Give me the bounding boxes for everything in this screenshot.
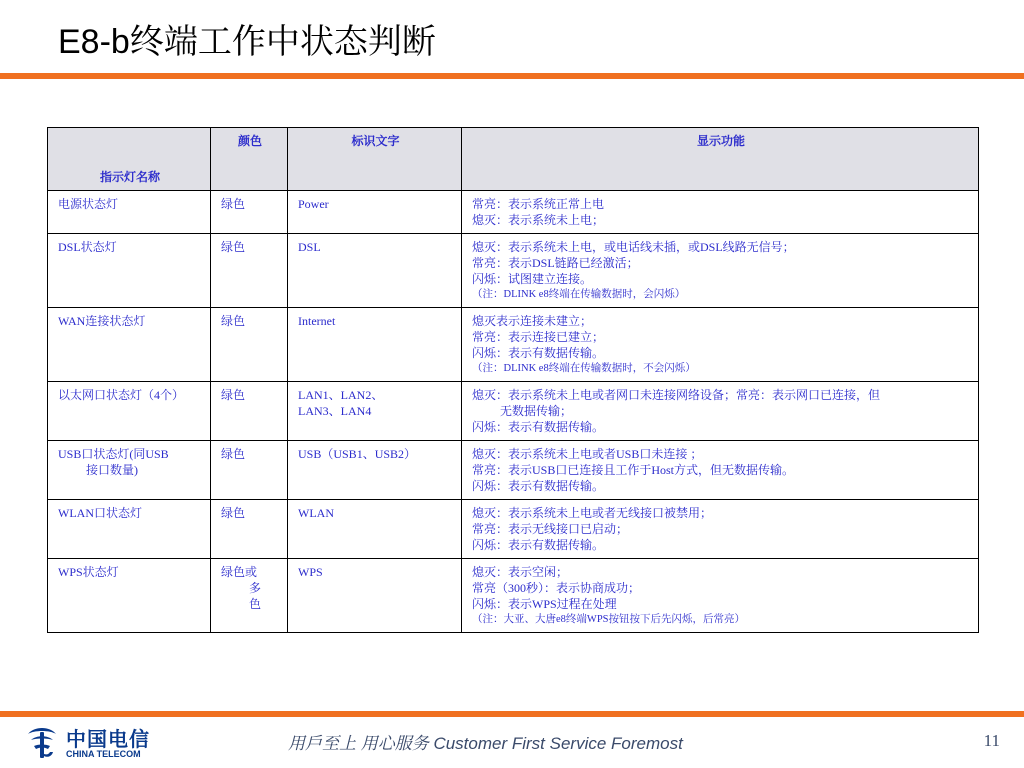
logo-english-text: CHINA TELECOM (66, 749, 141, 759)
function-line: 熄灭：表示系统未上电，或电话线未插，或DSL线路无信号； (472, 240, 795, 254)
indicator-color: 绿色 (221, 388, 246, 402)
indicator-name: WAN连接状态灯 (58, 314, 146, 328)
function-note: （注：大亚、大唐e8终端WPS按钮按下后先闪烁，后常亮） (472, 614, 745, 625)
function-line: 熄灭：表示系统未上电或者USB口未连接 ； (472, 447, 703, 461)
indicator-function-cell (462, 234, 979, 308)
function-note: （注：DLINK e8终端在传输数据时，不会闪烁） (472, 363, 696, 374)
indicator-color: 绿色 (221, 314, 246, 328)
indicator-function-cell (462, 441, 979, 500)
indicator-name: 电源状态灯 (58, 197, 119, 211)
function-line: 熄灭：表示系统未上电； (472, 213, 605, 227)
indicator-label-cell (288, 441, 462, 500)
indicator-label-cell (288, 308, 462, 382)
indicator-color-cell (211, 382, 288, 441)
footer-slogan: 用戶至上 用心服务 Customer First Service Foremost (288, 734, 683, 753)
table-row (48, 191, 979, 234)
indicator-function-cell (462, 382, 979, 441)
table-row (48, 500, 979, 559)
indicator-function-cell (462, 559, 979, 633)
indicator-label: LAN1、LAN2、 (298, 388, 384, 402)
indicator-label: DSL (298, 240, 321, 254)
function-line: 常亮：表示USB口已连接且工作于Host方式，但无数据传输。 (472, 463, 795, 477)
indicator-label-cell (288, 559, 462, 633)
indicator-color-cell (211, 441, 288, 500)
function-line: 闪烁：表示有数据传输。 (472, 346, 605, 360)
indicator-label: Power (298, 197, 329, 211)
indicator-color: 绿色 (221, 240, 246, 254)
header-indicator-name: 指示灯名称 (48, 128, 211, 191)
indicator-name-cell (48, 308, 211, 382)
indicator-color-cell (211, 191, 288, 234)
indicator-color: 绿色 (221, 506, 246, 520)
header-color: 颜色 (211, 128, 288, 191)
indicator-color: 多 (249, 581, 262, 595)
indicator-color-cell (211, 559, 288, 633)
indicator-label: LAN3、LAN4 (298, 404, 372, 418)
indicator-color: 绿色或 (221, 565, 258, 579)
indicator-name: USB口状态灯(同USB (58, 447, 169, 461)
indicator-label: WLAN (298, 506, 334, 520)
indicator-color: 绿色 (221, 447, 246, 461)
indicator-color-cell (211, 234, 288, 308)
table-row (48, 234, 979, 308)
indicator-name-cell (48, 234, 211, 308)
china-telecom-logo-icon (22, 722, 62, 762)
function-line: 熄灭表示连接未建立； (472, 314, 593, 328)
indicator-name: 以太网口状态灯（4个） (58, 388, 185, 402)
indicator-color: 色 (249, 597, 262, 611)
indicator-color: 绿色 (221, 197, 246, 211)
indicator-name-cell (48, 441, 211, 500)
table-header-row (48, 128, 979, 191)
indicator-label: WPS (298, 565, 323, 579)
indicator-label-cell (288, 234, 462, 308)
indicator-label-cell (288, 500, 462, 559)
indicator-label-cell (288, 191, 462, 234)
table-row (48, 559, 979, 633)
page-number: 11 (983, 731, 1000, 750)
indicator-label: USB（USB1、USB2） (298, 447, 417, 461)
function-line: 常亮：表示无线接口已启动； (472, 522, 629, 536)
indicator-name: WPS状态灯 (58, 565, 119, 579)
indicator-color-cell (211, 500, 288, 559)
indicator-name-cell (48, 559, 211, 633)
china-telecom-logo (22, 722, 162, 764)
table-row (48, 441, 979, 500)
table-row (48, 308, 979, 382)
function-line: 常亮：表示系统正常上电 (472, 197, 605, 211)
indicator-name-cell (48, 382, 211, 441)
indicator-name-cell (48, 191, 211, 234)
indicator-table (47, 127, 979, 633)
function-line: 闪烁：表示WPS过程在处理 (472, 597, 617, 611)
function-line: 熄灭：表示系统未上电或者无线接口被禁用； (472, 506, 713, 520)
indicator-label-cell (288, 382, 462, 441)
function-line: 闪烁：表示有数据传输。 (472, 538, 605, 552)
indicator-name: WLAN口状态灯 (58, 506, 142, 520)
bottom-accent-rule (0, 711, 1024, 717)
function-line: 无数据传输； (500, 404, 573, 418)
function-note: （注：DLINK e8终端在传输数据时，会闪烁） (472, 289, 686, 300)
slide-title: E8-b终端工作中状态判断 (58, 23, 436, 61)
function-line: 常亮：表示连接已建立； (472, 330, 605, 344)
top-accent-rule (0, 73, 1024, 79)
table-row (48, 382, 979, 441)
indicator-name: 接口数量) (86, 463, 138, 477)
indicator-function-cell (462, 191, 979, 234)
function-line: 闪烁：表示有数据传输。 (472, 420, 605, 434)
function-line: 常亮：表示DSL链路已经激活； (472, 256, 639, 270)
indicator-color-cell (211, 308, 288, 382)
function-line: 熄灭：表示空闲； (472, 565, 569, 579)
function-line: 常亮（300秒）：表示协商成功； (472, 581, 641, 595)
indicator-function-cell (462, 500, 979, 559)
indicator-name: DSL状态灯 (58, 240, 117, 254)
function-line: 闪烁：表示有数据传输。 (472, 479, 605, 493)
function-line: 闪烁：试图建立连接。 (472, 272, 593, 286)
header-label-text: 标识文字 (288, 128, 462, 191)
header-function: 显示功能 (462, 128, 979, 191)
indicator-name-cell (48, 500, 211, 559)
function-line: 熄灭：表示系统未上电或者网口未连接网络设备；常亮：表示网口已连接，但 (472, 388, 881, 402)
logo-chinese-text: 中国电信 (66, 727, 150, 751)
indicator-label: Internet (298, 314, 336, 328)
indicator-function-cell (462, 308, 979, 382)
